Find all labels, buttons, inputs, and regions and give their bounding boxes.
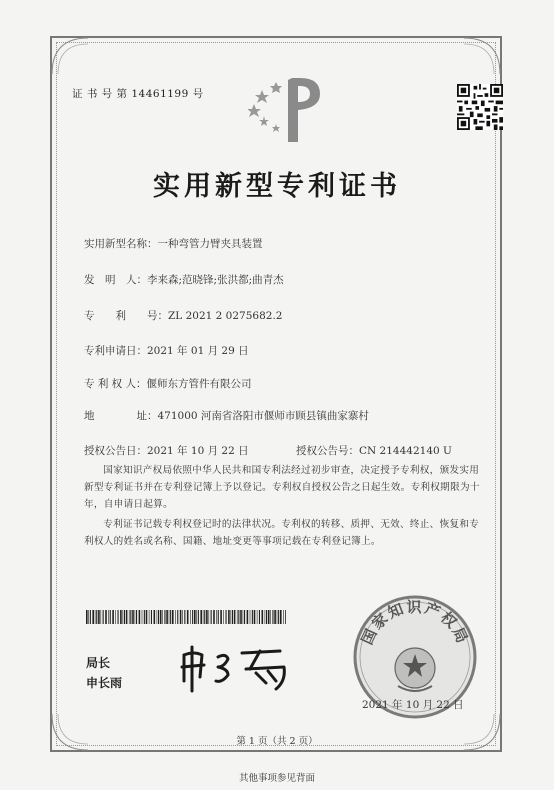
barcode-bar: [149, 610, 150, 624]
barcode-bar: [175, 610, 176, 624]
barcode-bar: [277, 610, 278, 624]
field-label: 专利申请日：: [84, 345, 147, 357]
barcode-bar: [170, 610, 171, 624]
field-label: 授权公告日：: [84, 445, 147, 457]
barcode-bar: [135, 610, 136, 624]
field-value: 2021 年 10 月 22 日: [147, 445, 249, 457]
barcode-bar: [129, 610, 130, 624]
barcode-bar: [115, 610, 116, 624]
barcode-bar: [244, 610, 245, 624]
barcode-bar: [144, 610, 145, 624]
barcode-bar: [216, 610, 217, 624]
barcode-bar: [250, 610, 251, 624]
barcode-icon: [86, 610, 286, 624]
barcode-bar: [270, 610, 271, 624]
field-value: CN 214442140 U: [359, 445, 452, 457]
barcode-bar: [88, 610, 89, 624]
barcode-bar: [252, 610, 253, 624]
patent-office-logo-icon: [248, 74, 328, 148]
barcode-bar: [86, 610, 88, 624]
barcode-bar: [103, 610, 104, 624]
field-label: 授权公告号：: [296, 445, 359, 457]
corner-ornament-top-left: [50, 36, 90, 76]
corner-ornament-top-right: [462, 36, 502, 76]
barcode-bar: [206, 610, 208, 624]
barcode-bar: [139, 610, 141, 624]
barcode-bar: [180, 610, 182, 624]
barcode-bar: [157, 610, 158, 624]
field-patentee: [84, 376, 252, 391]
footer-note: 其他事项参见背面: [238, 773, 315, 784]
body-paragraph-2: 专利证书记载专利权登记时的法律状况。专利权的转移、质押、无效、终止、恢复和专利权人的姓名或名称、国籍、地址变更等事项记载在专利登记簿上。: [84, 519, 480, 547]
field-label: 专 利 权 人：: [84, 378, 147, 390]
barcode-bar: [182, 610, 183, 624]
field-label: 地 址：: [84, 410, 158, 422]
field-value: 一种弯管力臂夹具装置: [157, 238, 263, 250]
barcode-bar: [268, 610, 270, 624]
barcode-bar: [162, 610, 163, 624]
barcode-bar: [231, 610, 232, 624]
barcode-bar: [262, 610, 264, 624]
barcode-bar: [274, 610, 276, 624]
barcode-bar: [228, 610, 230, 624]
barcode-bar: [218, 610, 219, 624]
field-label: 发 明 人：: [84, 274, 147, 286]
barcode-bar: [232, 610, 233, 624]
barcode-bar: [238, 610, 239, 624]
field-label: 实用新型名称：: [84, 238, 158, 250]
barcode-bar: [285, 610, 286, 624]
barcode-bar: [213, 610, 215, 624]
barcode-bar: [123, 610, 124, 624]
barcode-bar: [96, 610, 97, 624]
signature-icon: [176, 641, 296, 693]
barcode-bar: [112, 610, 114, 624]
barcode-bar: [160, 610, 162, 624]
barcode-bar: [130, 610, 131, 624]
barcode-bar: [204, 610, 205, 624]
barcode-bar: [209, 610, 210, 624]
barcode-bar: [136, 610, 137, 624]
barcode-bar: [169, 610, 170, 624]
barcode-bar: [118, 610, 119, 624]
barcode-bar: [177, 610, 178, 624]
seal-text: 国家知识产权局: [357, 598, 473, 648]
page-number: 第 1 页（共 2 页）: [236, 736, 318, 747]
barcode-bar: [158, 610, 159, 624]
barcode-bar: [146, 610, 148, 624]
barcode-bar: [198, 610, 199, 624]
barcode-bar: [154, 610, 156, 624]
barcode-bar: [237, 610, 238, 624]
barcode-bar: [132, 610, 134, 624]
field-patent-number: [84, 308, 282, 323]
qr-code-icon: [457, 84, 503, 130]
barcode-bar: [200, 610, 202, 624]
barcode-bar: [108, 610, 109, 624]
barcode-bar: [234, 610, 236, 624]
barcode-bar: [187, 610, 189, 624]
barcode-bar: [120, 610, 122, 624]
field-value: 2021 年 01 月 29 日: [147, 345, 249, 357]
field-grant-number: [296, 443, 452, 458]
barcode-bar: [220, 610, 222, 624]
barcode-bar: [203, 610, 204, 624]
field-filing-date: [84, 343, 249, 358]
barcode-bar: [151, 610, 152, 624]
barcode-bar: [283, 610, 284, 624]
barcode-bar: [196, 610, 197, 624]
barcode-bar: [98, 610, 100, 624]
barcode-bar: [126, 610, 128, 624]
field-label: 专 利 号：: [84, 310, 168, 322]
certificate-number: 证 书 号 第 14461199 号: [72, 88, 204, 100]
field-utility-model-name: [84, 236, 263, 251]
barcode-bar: [259, 610, 260, 624]
barcode-bar: [280, 610, 282, 624]
barcode-bar: [211, 610, 212, 624]
barcode-bar: [243, 610, 244, 624]
barcode-bar: [95, 610, 96, 624]
barcode-bar: [223, 610, 224, 624]
barcode-bar: [110, 610, 111, 624]
barcode-bar: [240, 610, 242, 624]
barcode-bar: [105, 610, 107, 624]
barcode-bar: [101, 610, 102, 624]
barcode-bar: [142, 610, 143, 624]
barcode-bar: [272, 610, 273, 624]
barcode-bar: [184, 610, 185, 624]
barcode-bar: [265, 610, 266, 624]
barcode-bar: [124, 610, 125, 624]
barcode-bar: [92, 610, 94, 624]
barcode-bar: [257, 610, 258, 624]
barcode-bar: [164, 610, 165, 624]
certificate-title: 实用新型专利证书: [153, 171, 401, 202]
field-inventors: [84, 272, 284, 287]
signatory-name: 申长雨: [86, 676, 123, 690]
barcode-bar: [226, 610, 227, 624]
signatory-title: 局长: [86, 656, 111, 670]
field-value: ZL 2021 2 0275682.2: [168, 310, 283, 322]
field-address: [84, 408, 369, 423]
field-grant-date: [84, 443, 249, 458]
field-value: 偃师东方管件有限公司: [146, 378, 252, 390]
field-value: 471000 河南省洛阳市偃师市顾县镇曲家寨村: [157, 410, 369, 422]
barcode-bar: [90, 610, 91, 624]
barcode-bar: [166, 610, 168, 624]
body-paragraph-1: 国家知识产权局依照中华人民共和国专利法经过初步审查，决定授予专利权，颁发实用新型专利证书并在专利登记簿上予以登记。专利权自授权公告之日起生效。专利权期限为十年，自申请日起算。: [84, 465, 480, 510]
barcode-bar: [172, 610, 174, 624]
seal-date: 2021 年 10 月 22 日: [362, 699, 464, 711]
barcode-bar: [247, 610, 249, 624]
barcode-bar: [278, 610, 279, 624]
field-value: 李来森;范晓锋;张洪都;曲青杰: [147, 274, 284, 286]
barcode-bar: [190, 610, 191, 624]
barcode-bar: [194, 610, 196, 624]
barcode-bar: [254, 610, 256, 624]
barcode-bar: [266, 610, 267, 624]
barcode-bar: [192, 610, 193, 624]
